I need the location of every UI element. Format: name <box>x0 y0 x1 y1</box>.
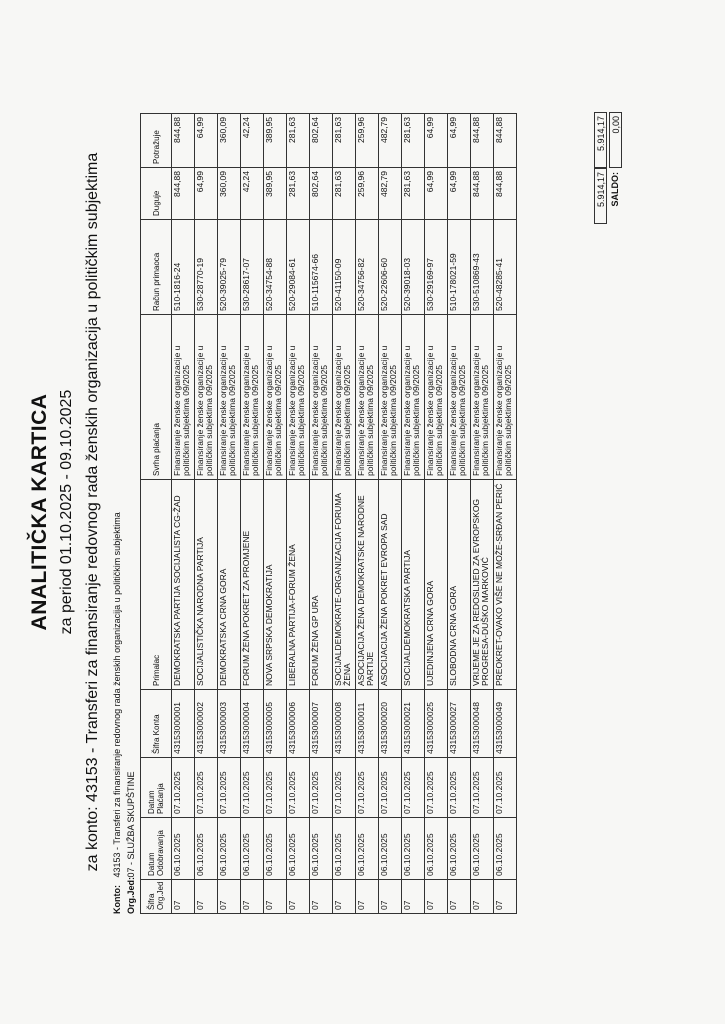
cell-recipient: NOVA SRPSKA DEMOKRATIJA <box>264 480 287 690</box>
cell-date-approved: 06.10.2025 <box>379 818 402 880</box>
col-header-debit: Duguje <box>141 168 172 220</box>
total-debit: 5.914,17 <box>594 168 607 224</box>
cell-credit: 802,64 <box>310 114 333 168</box>
cell-purpose: Finansiranje ženske organizacije u političkim subjektima 09/2025 <box>195 315 218 480</box>
cell-debit: 360,09 <box>218 168 241 220</box>
cell-purpose: Finansiranje ženske organizacije u političkim subjektima 09/2025 <box>471 315 494 480</box>
cell-purpose: Finansiranje ženske organizacije u političkim subjektima 09/2025 <box>172 315 195 480</box>
total-credit: 5.914,17 <box>594 112 607 168</box>
cell-credit: 64,99 <box>195 114 218 168</box>
orgjed-label: Org.Jed: <box>126 876 136 914</box>
cell-org: 07 <box>241 880 264 914</box>
cell-date-paid: 07.10.2025 <box>172 758 195 818</box>
orgjed-value: 07 - SLUŽBA SKUPŠTINE <box>126 771 136 878</box>
saldo-label: SALDO: <box>610 172 620 207</box>
cell-credit: 482,79 <box>379 114 402 168</box>
table-row <box>356 114 379 914</box>
konto-value: 43153 - Transferi za finansiranje redovnog rada ženskih organizacija u političkim subjektima <box>112 512 122 878</box>
cell-credit: 64,99 <box>448 114 471 168</box>
cell-recipient-account: 510-1816-24 <box>172 220 195 315</box>
table-row <box>218 114 241 914</box>
cell-recipient-account: 530-29169-97 <box>425 220 448 315</box>
cell-purpose: Finansiranje ženske organizacije u političkim subjektima 09/2025 <box>425 315 448 480</box>
cell-date-paid: 07.10.2025 <box>356 758 379 818</box>
col-header-recipient: Primalac <box>141 480 172 690</box>
cell-recipient: DEMOKRATSKA CRNA GORA <box>218 480 241 690</box>
cell-credit: 389,95 <box>264 114 287 168</box>
cell-debit: 281,63 <box>402 168 425 220</box>
cell-account-code: 43153000007 <box>310 690 333 758</box>
cell-date-paid: 07.10.2025 <box>287 758 310 818</box>
table-row <box>333 114 356 914</box>
cell-date-approved: 06.10.2025 <box>264 818 287 880</box>
cell-purpose: Finansiranje ženske organizacije u političkim subjektima 09/2025 <box>402 315 425 480</box>
cell-recipient: LIBERALNA PARTIJA-FORUM ŽENA <box>287 480 310 690</box>
cell-date-approved: 06.10.2025 <box>287 818 310 880</box>
cell-debit: 259,96 <box>356 168 379 220</box>
cell-account-code: 43153000011 <box>356 690 379 758</box>
col-header-credit: Potražuje <box>141 114 172 168</box>
table-row <box>471 114 494 914</box>
cell-date-approved: 06.10.2025 <box>241 818 264 880</box>
transactions-table <box>140 113 517 914</box>
cell-debit: 844,88 <box>494 168 517 220</box>
col-header-date-paid: Datum Plaćanja <box>141 758 172 818</box>
cell-org: 07 <box>379 880 402 914</box>
cell-date-paid: 07.10.2025 <box>264 758 287 818</box>
cell-recipient-account: 510-178021-59 <box>448 220 471 315</box>
cell-org: 07 <box>310 880 333 914</box>
cell-date-approved: 06.10.2025 <box>310 818 333 880</box>
table-row <box>494 114 517 914</box>
cell-org: 07 <box>195 880 218 914</box>
cell-date-approved: 06.10.2025 <box>402 818 425 880</box>
cell-recipient: ASOCIJACIJA ŽENA POKRET EVROPA SAD <box>379 480 402 690</box>
table-row <box>402 114 425 914</box>
cell-purpose: Finansiranje ženske organizacije u političkim subjektima 09/2025 <box>448 315 471 480</box>
cell-date-paid: 07.10.2025 <box>218 758 241 818</box>
cell-purpose: Finansiranje ženske organizacije u političkim subjektima 09/2025 <box>241 315 264 480</box>
cell-recipient: SOCIJALDEMOKRATSKA PARTIJA <box>402 480 425 690</box>
cell-account-code: 43153000049 <box>494 690 517 758</box>
cell-org: 07 <box>356 880 379 914</box>
cell-recipient-account: 530-510869-43 <box>471 220 494 315</box>
col-header-date-approved: Datum Odobravanja <box>141 818 172 880</box>
cell-account-code: 43153000008 <box>333 690 356 758</box>
cell-account-code: 43153000048 <box>471 690 494 758</box>
cell-date-paid: 07.10.2025 <box>310 758 333 818</box>
cell-debit: 482,79 <box>379 168 402 220</box>
cell-date-approved: 06.10.2025 <box>172 818 195 880</box>
cell-purpose: Finansiranje ženske organizacije u političkim subjektima 09/2025 <box>356 315 379 480</box>
cell-recipient-account: 510-115674-66 <box>310 220 333 315</box>
document-account-line: za konto: 43153 - Transferi za finansiranje redovnog rada ženskih organizacija u političkim subjektima <box>84 152 101 872</box>
cell-recipient: SOCIJALISTIČKA NARODNA PARTIJA <box>195 480 218 690</box>
cell-purpose: Finansiranje ženske organizacije u političkim subjektima 09/2025 <box>333 315 356 480</box>
konto-meta <box>112 512 122 914</box>
cell-credit: 64,99 <box>425 114 448 168</box>
cell-credit: 281,63 <box>287 114 310 168</box>
cell-date-approved: 06.10.2025 <box>425 818 448 880</box>
cell-recipient-account: 520-22606-60 <box>379 220 402 315</box>
table-header-row <box>141 114 172 914</box>
cell-debit: 844,88 <box>471 168 494 220</box>
cell-purpose: Finansiranje ženske organizacije u političkim subjektima 09/2025 <box>264 315 287 480</box>
cell-credit: 844,88 <box>494 114 517 168</box>
cell-org: 07 <box>333 880 356 914</box>
cell-date-approved: 06.10.2025 <box>195 818 218 880</box>
cell-date-approved: 06.10.2025 <box>448 818 471 880</box>
cell-recipient-account: 520-41150-09 <box>333 220 356 315</box>
table-row <box>195 114 218 914</box>
table-row <box>287 114 310 914</box>
cell-date-paid: 07.10.2025 <box>379 758 402 818</box>
cell-date-approved: 06.10.2025 <box>494 818 517 880</box>
cell-org: 07 <box>471 880 494 914</box>
cell-account-code: 43153000020 <box>379 690 402 758</box>
col-header-recipient-account: Račun primaoca <box>141 220 172 315</box>
cell-date-approved: 06.10.2025 <box>471 818 494 880</box>
cell-purpose: Finansiranje ženske organizacije u političkim subjektima 09/2025 <box>494 315 517 480</box>
cell-credit: 360,09 <box>218 114 241 168</box>
cell-org: 07 <box>218 880 241 914</box>
cell-account-code: 43153000025 <box>425 690 448 758</box>
cell-org: 07 <box>287 880 310 914</box>
cell-recipient: DEMOKRATSKA PARTIJA SOCIJALISTA CG-ŽAD <box>172 480 195 690</box>
cell-account-code: 43153000004 <box>241 690 264 758</box>
cell-org: 07 <box>264 880 287 914</box>
cell-date-paid: 07.10.2025 <box>425 758 448 818</box>
table-row <box>264 114 287 914</box>
cell-date-paid: 07.10.2025 <box>195 758 218 818</box>
cell-date-paid: 07.10.2025 <box>471 758 494 818</box>
cell-recipient-account: 520-34754-88 <box>264 220 287 315</box>
col-header-purpose: Svrha plaćanja <box>141 315 172 480</box>
cell-recipient: FORUM ŽENA POKRET ZA PROMJENE <box>241 480 264 690</box>
cell-recipient: UJEDINJENA CRNA GORA <box>425 480 448 690</box>
cell-purpose: Finansiranje ženske organizacije u političkim subjektima 09/2025 <box>287 315 310 480</box>
orgjed-meta <box>126 771 136 914</box>
cell-debit: 802,64 <box>310 168 333 220</box>
cell-credit: 281,63 <box>402 114 425 168</box>
cell-debit: 281,63 <box>333 168 356 220</box>
cell-org: 07 <box>448 880 471 914</box>
cell-account-code: 43153000021 <box>402 690 425 758</box>
cell-account-code: 43153000003 <box>218 690 241 758</box>
cell-date-paid: 07.10.2025 <box>402 758 425 818</box>
cell-debit: 281,63 <box>287 168 310 220</box>
cell-purpose: Finansiranje ženske organizacije u političkim subjektima 09/2025 <box>218 315 241 480</box>
cell-account-code: 43153000006 <box>287 690 310 758</box>
document-period: za period 01.10.2025 - 09.10.2025 <box>58 389 75 635</box>
cell-debit: 64,99 <box>448 168 471 220</box>
cell-account-code: 43153000002 <box>195 690 218 758</box>
cell-credit: 259,96 <box>356 114 379 168</box>
cell-credit: 42,24 <box>241 114 264 168</box>
cell-credit: 281,63 <box>333 114 356 168</box>
cell-debit: 42,24 <box>241 168 264 220</box>
cell-recipient: FORUM ŽENA GP URA <box>310 480 333 690</box>
cell-org: 07 <box>402 880 425 914</box>
cell-recipient-account: 520-48285-41 <box>494 220 517 315</box>
document-title: ANALITIČKA KARTICA <box>28 393 51 631</box>
cell-recipient: SOCIJALDEMOKRATE-ORGANIZACIJA FORUMA ŽENA <box>333 480 356 690</box>
cell-date-approved: 06.10.2025 <box>333 818 356 880</box>
cell-date-paid: 07.10.2025 <box>494 758 517 818</box>
cell-date-approved: 06.10.2025 <box>218 818 241 880</box>
col-header-org: Šifra Org.Jed <box>141 880 172 914</box>
cell-debit: 64,99 <box>425 168 448 220</box>
cell-debit: 389,95 <box>264 168 287 220</box>
cell-debit: 844,88 <box>172 168 195 220</box>
col-header-account-code: Šifra Konta <box>141 690 172 758</box>
cell-recipient-account: 530-28617-07 <box>241 220 264 315</box>
cell-date-approved: 06.10.2025 <box>356 818 379 880</box>
cell-date-paid: 07.10.2025 <box>333 758 356 818</box>
cell-debit: 64,99 <box>195 168 218 220</box>
cell-purpose: Finansiranje ženske organizacije u političkim subjektima 09/2025 <box>379 315 402 480</box>
cell-recipient-account: 520-29084-61 <box>287 220 310 315</box>
cell-recipient-account: 530-28770-19 <box>195 220 218 315</box>
table-row <box>310 114 333 914</box>
table-row <box>448 114 471 914</box>
cell-recipient-account: 520-34756-82 <box>356 220 379 315</box>
cell-recipient: ASOCIJACIJA ŽENA DEMOKRATSKE NARODNE PARTIJE <box>356 480 379 690</box>
saldo-value: 0,00 <box>609 112 622 168</box>
cell-credit: 844,88 <box>172 114 195 168</box>
cell-org: 07 <box>172 880 195 914</box>
cell-recipient: VRIJEME JE ZA REDOSLIJED ZA EVROPSKOG PROGRESA-DUŠKO MARKOVIĆ <box>471 480 494 690</box>
cell-account-code: 43153000027 <box>448 690 471 758</box>
cell-recipient: PREOKRET-OVAKO VIŠE NE MOŽE-SRĐAN PERIĆ <box>494 480 517 690</box>
table-row <box>379 114 402 914</box>
cell-account-code: 43153000001 <box>172 690 195 758</box>
table-row <box>425 114 448 914</box>
cell-org: 07 <box>425 880 448 914</box>
table-row <box>172 114 195 914</box>
cell-org: 07 <box>494 880 517 914</box>
cell-purpose: Finansiranje ženske organizacije u političkim subjektima 09/2025 <box>310 315 333 480</box>
cell-date-paid: 07.10.2025 <box>448 758 471 818</box>
konto-label: Konto: <box>112 885 122 914</box>
cell-credit: 844,88 <box>471 114 494 168</box>
cell-recipient: SLOBODNA CRNA GORA <box>448 480 471 690</box>
cell-recipient-account: 520-39018-03 <box>402 220 425 315</box>
table-row <box>241 114 264 914</box>
cell-recipient-account: 520-39025-79 <box>218 220 241 315</box>
cell-account-code: 43153000005 <box>264 690 287 758</box>
cell-date-paid: 07.10.2025 <box>241 758 264 818</box>
